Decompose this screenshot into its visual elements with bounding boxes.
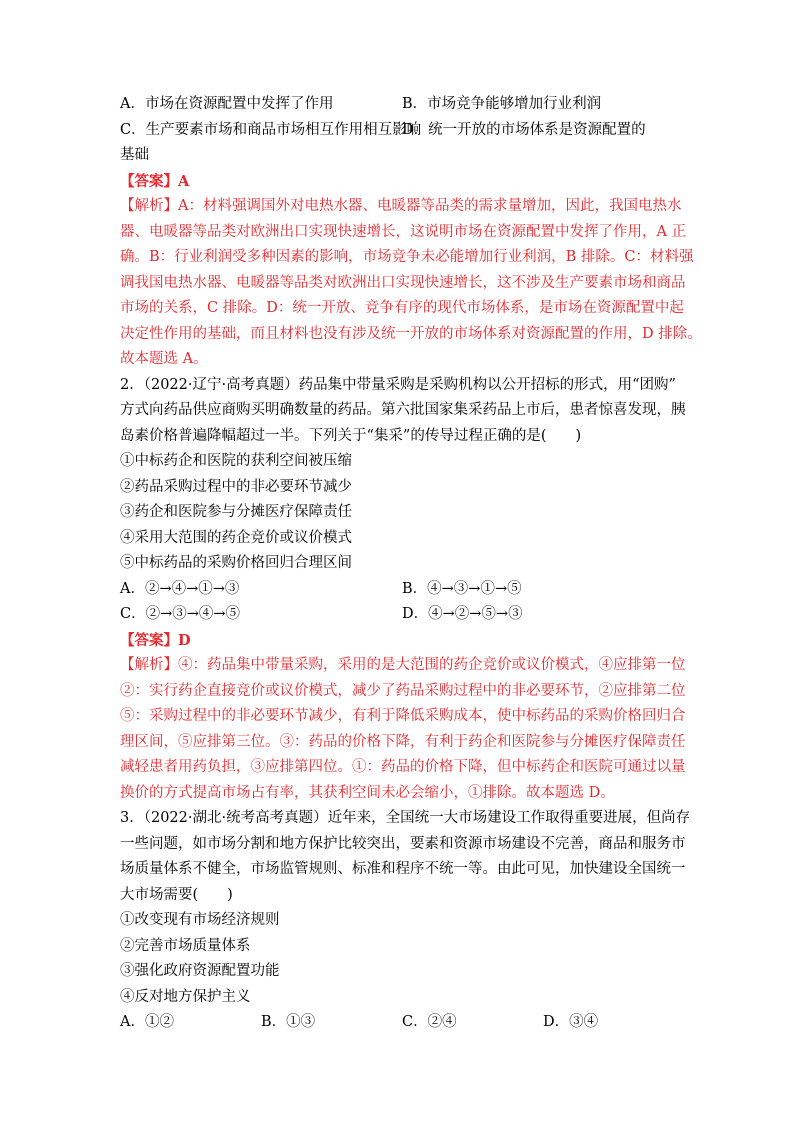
q1-analysis <box>120 194 702 373</box>
analysis-line: 【解析】A：材料强调国外对电热水器、电暖器等品类的需求量增加，因此，我国电热水 <box>120 198 682 214</box>
list-item: ④反对地方保护主义 <box>120 988 251 1005</box>
q1-option-d-continued: 基础 <box>120 147 149 163</box>
q3-stem <box>120 806 691 908</box>
list-item: ③强化政府资源配置功能 <box>120 963 280 979</box>
list-item: ①改变现有市场经济规则 <box>120 912 280 928</box>
q1-options-row-1 <box>120 92 686 118</box>
q2-answer: 【答案】D <box>120 631 191 649</box>
q2-option-a: A．②→④→①→③ <box>120 580 240 597</box>
q1-answer: 【答案】A <box>120 172 190 190</box>
q1-option-c: C．生产要素市场和商品市场相互作用相互影响 <box>120 121 422 138</box>
analysis-line: ⑤：采购过程中的非必要环节减少，有利于降低采购成本，使中标药品的采购价格回归合 <box>120 708 686 724</box>
q2-items <box>120 449 686 577</box>
analysis-line: 减轻患者用药负担，③应排第四位。①：药品的价格下降，但中标药企和医院可通过以量 <box>120 759 686 775</box>
stem-line: 一些问题，如市场分割和地方保护比较突出，要素和资源市场建设不完善，商品和服务市 <box>120 835 686 852</box>
analysis-line: ②：实行药企直接竞价或议价模式，减少了药品采购过程中的非必要环节，②应排第二位 <box>120 682 686 699</box>
q2-options-row-2 <box>120 602 686 628</box>
list-item: ⑤中标药品的采购价格回归合理区间 <box>120 555 352 571</box>
q1-option-b: B．市场竞争能够增加行业利润 <box>402 96 602 112</box>
q2-analysis <box>120 653 686 806</box>
analysis-line: 理区间，⑤应排第三位。③：药品的价格下降，有利于药企和医院参与分摊医疗保障责任 <box>120 733 686 750</box>
stem-line: 岛素价格普遍降幅超过一半。下列关于“集采”的传导过程正确的是( ) <box>120 427 582 444</box>
q1-options-row-2 <box>120 118 686 144</box>
analysis-line: 【解析】④：药品集中带量采购，采用的是大范围的药企竞价或议价模式，④应排第一位 <box>120 657 686 673</box>
q3-items <box>120 908 686 1010</box>
document-page <box>120 92 702 1036</box>
stem-line: 3．（2022·湖北·统考高考真题）近年来，全国统一大市场建设工作取得重要进展，但尚存 <box>120 810 691 826</box>
analysis-line: 决定性作用的基础，而且材料也没有涉及统一开放的市场体系对资源配置的作用，D 排除。 <box>120 325 702 342</box>
q1-option-a: A．市场在资源配置中发挥了作用 <box>120 96 334 112</box>
analysis-line: 调我国电热水器、电暖器等品类对欧洲出口实现快速增长，这不涉及生产要素市场和商品 <box>120 274 686 291</box>
stem-line: 场质量体系不健全，市场监管规则、标准和程序不统一等。由此可见，加快建设全国统一 <box>120 861 686 877</box>
q1-option-d: D．统一开放的市场体系是资源配置的 <box>402 121 646 138</box>
list-item: ①中标药企和医院的获利空间被压缩 <box>120 453 352 469</box>
q3-options-row <box>120 1010 686 1036</box>
analysis-line: 市场的关系，C 排除。D：统一开放、竞争有序的现代市场体系，是市场在资源配置中起 <box>120 300 684 316</box>
q3-option-b: B．①③ <box>261 1014 316 1030</box>
q3-option-a: A．①② <box>120 1014 174 1030</box>
q2-stem <box>120 373 686 450</box>
analysis-line: 确。B：行业利润受多种因素的影响，市场竞争未必能增加行业利润，B 排除。C：材料强 <box>120 249 694 265</box>
list-item: ②药品采购过程中的非必要环节减少 <box>120 478 352 495</box>
list-item: ②完善市场质量体系 <box>120 937 251 954</box>
analysis-line: 器、电暖器等品类对欧洲出口实现快速增长，这说明市场在资源配置中发挥了作用，A 正 <box>120 223 687 240</box>
stem-line: 2．（2022·辽宁·高考真题）药品集中带量采购是采购机构以公开招标的形式，用“团购” <box>120 376 676 393</box>
list-item: ④采用大范围的药企竞价或议价模式 <box>120 529 352 546</box>
stem-line: 方式向药品供应商购买明确数量的药品。第六批国家集采药品上市后，患者惊喜发现，胰 <box>120 402 686 418</box>
q3-option-c: C．②④ <box>402 1014 457 1030</box>
q2-option-c: C．②→③→④→⑤ <box>120 606 241 622</box>
q3-option-d: D．③④ <box>543 1014 599 1030</box>
q2-option-d: D．④→②→⑤→③ <box>402 606 523 622</box>
analysis-line: 换价的方式提高市场占有率，其获利空间未必会缩小，①排除。故本题选 D。 <box>120 784 615 801</box>
stem-line: 大市场需要( ) <box>120 886 233 903</box>
analysis-line: 故本题选 A。 <box>120 351 208 367</box>
list-item: ③药企和医院参与分摊医疗保障责任 <box>120 504 352 520</box>
q2-options-row-1 <box>120 577 686 603</box>
q2-option-b: B．④→③→①→⑤ <box>402 580 522 597</box>
